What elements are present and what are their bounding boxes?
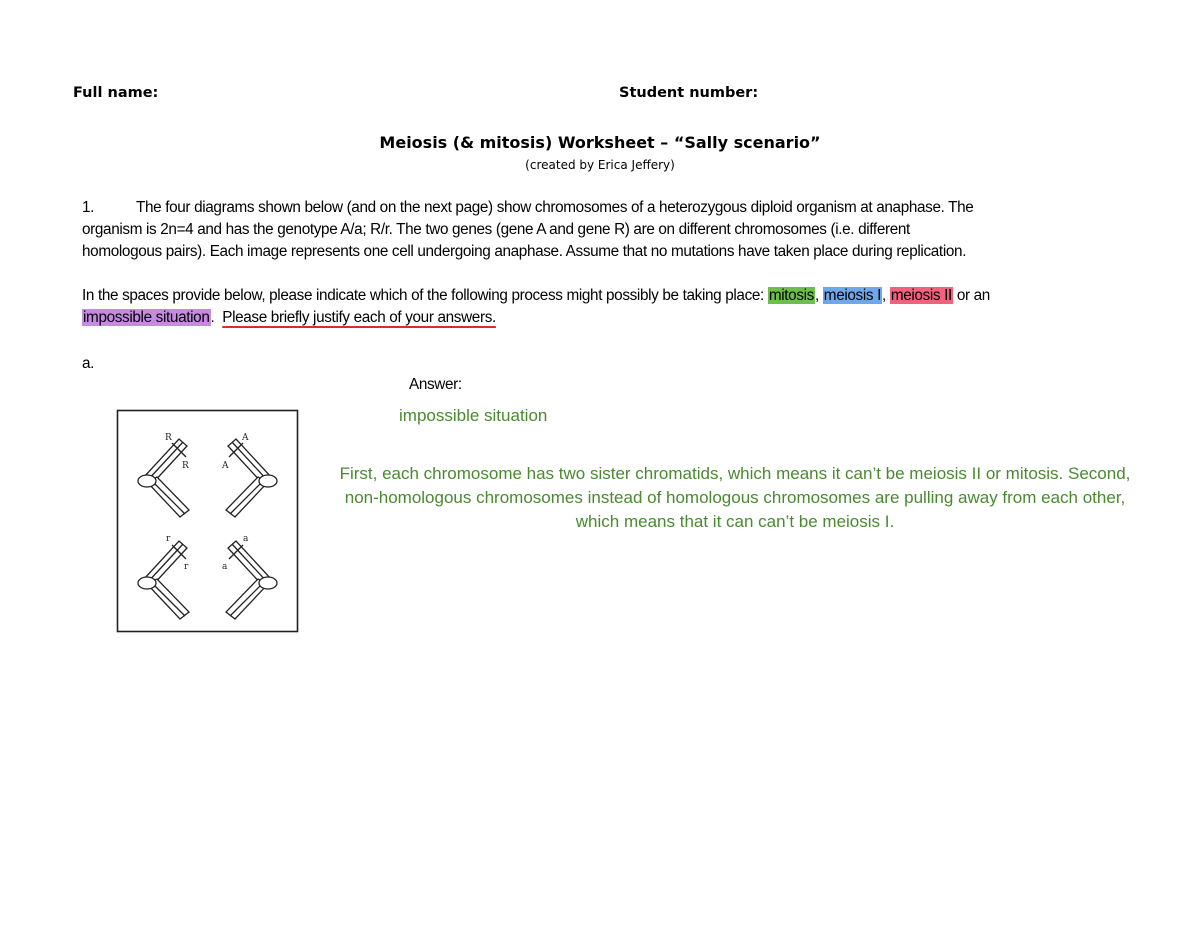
- instructions-prefix: In the spaces provide below, please indicate which of the following process might possibly be taking place:: [82, 287, 768, 304]
- label-bottom-left-outer: r: [166, 534, 171, 544]
- answer-label: Answer:: [409, 376, 462, 393]
- answer-text: impossible situation: [399, 406, 548, 425]
- instructions-line-1: In the spaces provide below, please indicate which of the following process might possibly be taking place: mitosis, meiosis I, meiosis II or an: [82, 287, 990, 304]
- justify-instruction: Please briefly justify each of your answers.: [222, 309, 496, 326]
- answer-explanation: First, each chromosome has two sister chromatids, which means it can’t be meiosis II or mitosis. Second, non-homologous chromosomes instead of homologous chromosomes are pulling away from each other, which means that it can can’t be meiosis I.: [339, 464, 1131, 531]
- label-bottom-right-inner: a: [222, 562, 228, 572]
- label-bottom-left-inner: r: [184, 562, 189, 572]
- diagram-frame: [118, 411, 298, 632]
- label-top-right-outer: A: [242, 433, 249, 443]
- chromosome-diagram: [116, 409, 300, 635]
- student-number-label: Student number:: [619, 85, 759, 101]
- option-meiosis-1: meiosis I: [823, 287, 881, 304]
- label-bottom-right-outer: a: [243, 534, 249, 544]
- or-an-text: or an: [952, 287, 990, 304]
- worksheet-credit: (created by Erica Jeffery): [525, 158, 675, 172]
- option-meiosis-2: meiosis II: [890, 287, 952, 304]
- option-mitosis: mitosis: [768, 287, 814, 304]
- full-name-label: Full name:: [73, 85, 159, 101]
- instructions-line-2: [82, 307, 496, 329]
- worksheet-title: Meiosis (& mitosis) Worksheet – “Sally scenario”: [379, 133, 821, 152]
- question-line-3: homologous pairs). Each image represents one cell undergoing anaphase. Assume that no mutations have taken place during replication.: [82, 243, 967, 260]
- question-line-1: The four diagrams shown below (and on the next page) show chromosomes of a heterozygous diploid organism at anaphase. The: [136, 199, 974, 216]
- label-top-right-inner: A: [222, 461, 229, 471]
- label-top-left-inner: R: [182, 461, 189, 471]
- question-line-2: organism is 2n=4 and has the genotype A/a; R/r. The two genes (gene A and gene R) are on different chromosomes (i.e. different: [82, 221, 910, 238]
- part-a-label: a.: [82, 355, 95, 372]
- label-top-left-outer: R: [165, 433, 172, 443]
- question-number: 1.: [82, 199, 95, 216]
- option-impossible: impossible situation: [83, 309, 210, 326]
- option-period: .: [210, 309, 215, 326]
